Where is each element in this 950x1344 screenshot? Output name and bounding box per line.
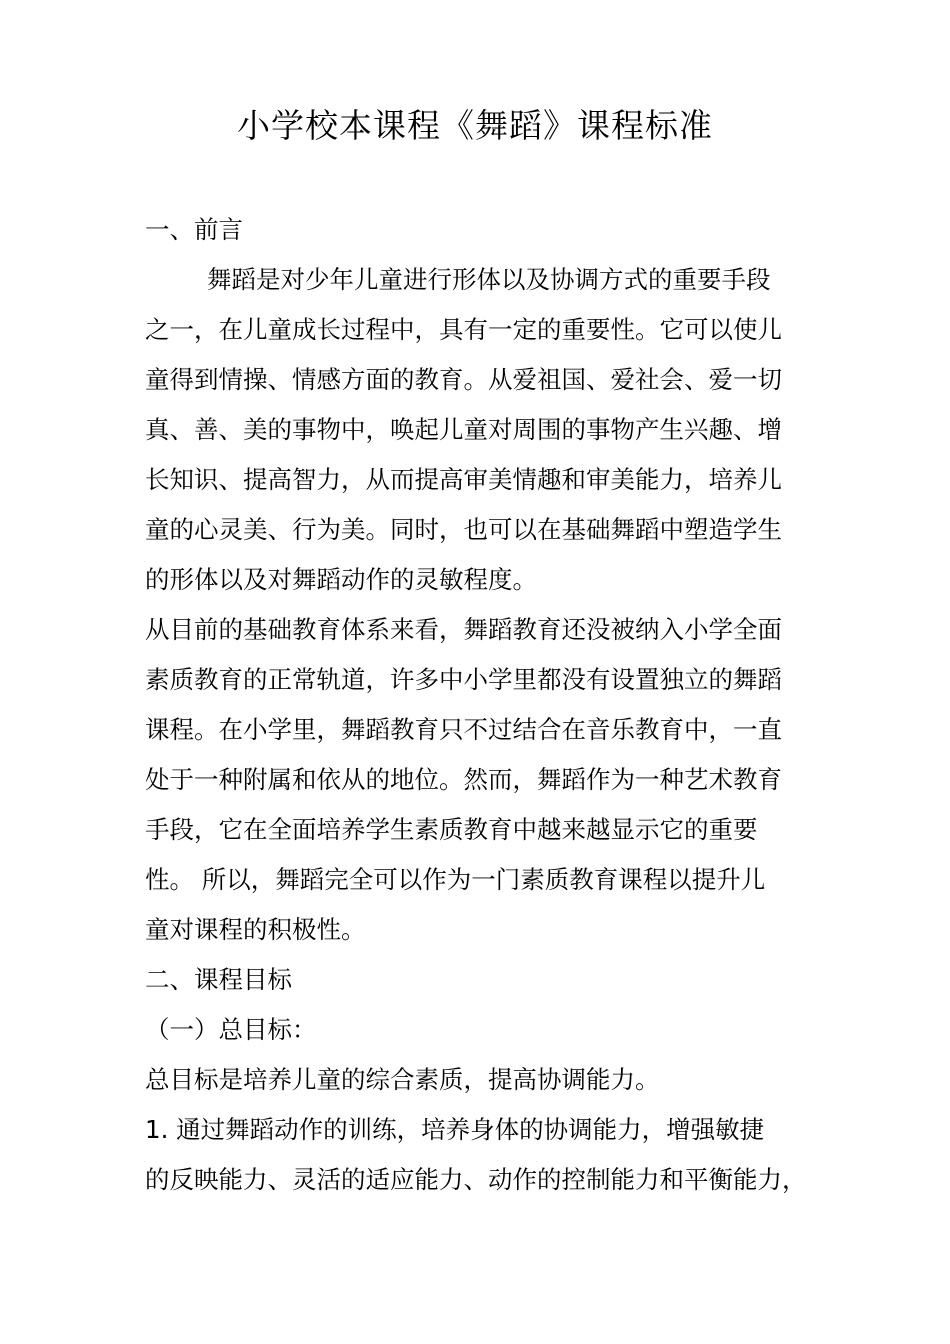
paragraph-line: 童对课程的积极性。 — [145, 915, 366, 944]
paragraph-line: 童得到情操、情感方面的教育。从爱祖国、爱社会、爱一切 — [145, 365, 782, 394]
paragraph-line: 课程。在小学里，舞蹈教育只不过结合在音乐教育中，一直 — [145, 715, 782, 744]
paragraph-line: 舞蹈是对少年儿童进行形体以及协调方式的重要手段 — [207, 265, 771, 294]
paragraph-line: 素质教育的正常轨道，许多中小学里都没有设置独立的舞蹈 — [145, 665, 782, 694]
paragraph-line: 之一，在儿童成长过程中，具有一定的重要性。它可以使儿 — [145, 315, 782, 344]
paragraph-line: 总目标是培养儿童的综合素质，提高协调能力。 — [145, 1065, 660, 1094]
paragraph-line: 手段，它在全面培养学生素质教育中越来越显示它的重要 — [145, 815, 758, 844]
paragraph-line: 童的心灵美、行为美。同时，也可以在基础舞蹈中塑造学生 — [145, 515, 782, 544]
paragraph-line: 从目前的基础教育体系来看，舞蹈教育还没被纳入小学全面 — [145, 615, 782, 644]
paragraph-line: 性。 所以，舞蹈完全可以作为一门素质教育课程以提升儿 — [145, 865, 766, 894]
document-body — [145, 205, 825, 1205]
list-item-line: 1. 通过舞蹈动作的训练，培养身体的协调能力，增强敏捷 — [145, 1115, 765, 1144]
paragraph-line: 处于一种附属和依从的地位。然而，舞蹈作为一种艺术教育 — [145, 765, 782, 794]
paragraph-line: 真、善、美的事物中，唤起儿童对周围的事物产生兴趣、增 — [145, 415, 782, 444]
section-heading-goals: 二、课程目标 — [145, 965, 292, 994]
list-item-line: 的反映能力、灵活的适应能力、动作的控制能力和平衡能力， — [145, 1165, 807, 1194]
section-heading-preface: 一、前言 — [145, 215, 243, 244]
paragraph-line: 的形体以及对舞蹈动作的灵敏程度。 — [145, 565, 537, 594]
subsection-heading-overall-goal: （一）总目标： — [145, 1015, 317, 1044]
paragraph-line: 长知识、提高智力，从而提高审美情趣和审美能力，培养儿 — [145, 465, 782, 494]
document-title: 小学校本课程《舞蹈》课程标准 — [237, 106, 713, 145]
